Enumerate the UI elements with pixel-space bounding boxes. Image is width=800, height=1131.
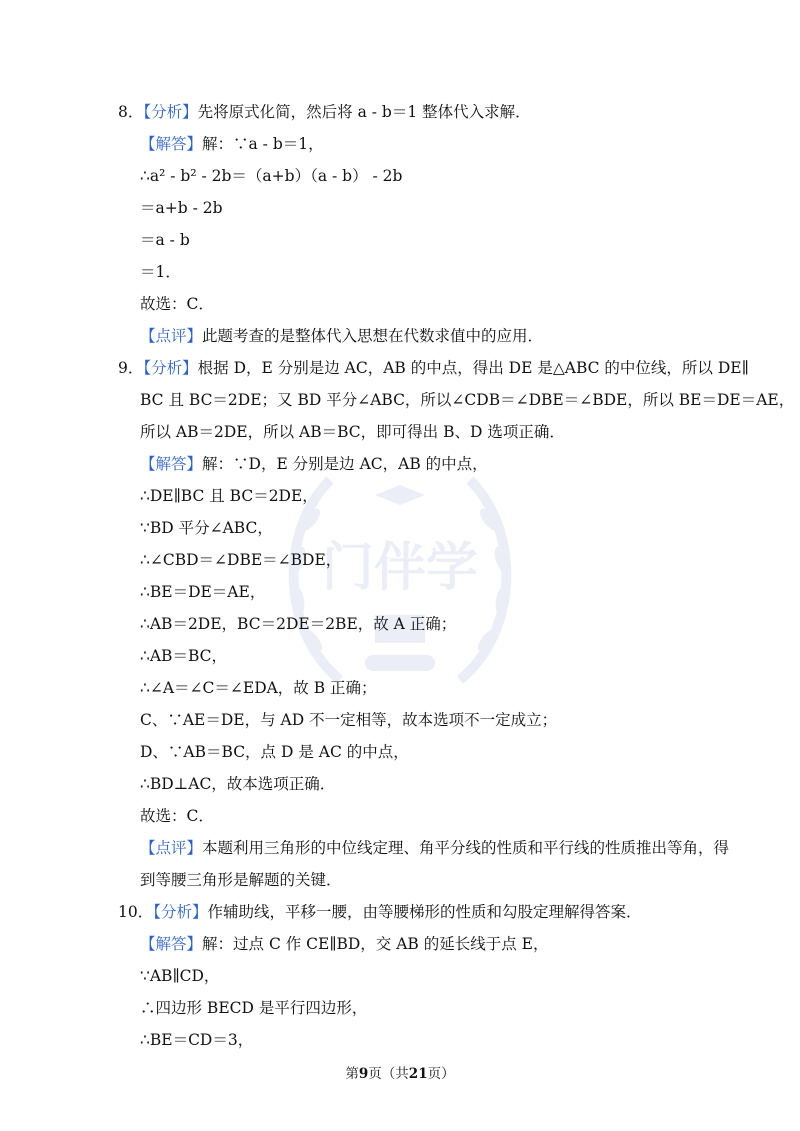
q10-analysis-line xyxy=(118,902,642,922)
q8-analysis-tag: 【分析】 xyxy=(143,103,198,121)
q9-step-8: C、∵AE＝DE，与 AD 不一定相等，故本选项不一定成立； xyxy=(140,711,558,729)
footer-prefix: 第 xyxy=(345,1066,359,1082)
q10-answer-line xyxy=(140,934,549,954)
page-footer xyxy=(0,1062,800,1082)
q9-choice: 故选：C． xyxy=(140,807,214,825)
footer-total-pages: 21 xyxy=(408,1066,428,1082)
q9-comment-text-2: 到等腰三角形是解题的关键． xyxy=(140,871,342,889)
q9-comment-line xyxy=(140,838,729,858)
footer-page-number: 9 xyxy=(358,1066,369,1082)
watermark-text: 门伴学 xyxy=(321,538,479,598)
q9-analysis-line xyxy=(118,358,749,378)
q9-comment-text-1: 本题利用三角形的中位线定理、角平分线的性质和平行线的性质推出等角，得 xyxy=(202,839,730,857)
q10-step-1: ∵AB∥CD， xyxy=(140,967,220,985)
q9-analysis-text-3: 所以 AB＝2DE，所以 AB＝BC，即可得出 B、D 选项正确． xyxy=(140,423,565,441)
q10-step-3: ∴BE＝CD＝3， xyxy=(140,1031,254,1049)
q9-analysis-tag: 【分析】 xyxy=(143,359,198,377)
q8-answer-line xyxy=(140,134,324,154)
q9-step-5: ∴AB＝2DE，BC＝2DE＝2BE，故 A 正确； xyxy=(140,615,457,633)
q9-step-7: ∴∠A＝∠C＝∠EDA，故 B 正确； xyxy=(140,679,377,697)
q10-answer-head: 解：过点 C 作 CE∥BD，交 AB 的延长线于点 E， xyxy=(202,935,549,953)
q8-number: 8． xyxy=(118,103,144,121)
q8-step-4: ＝1． xyxy=(140,263,181,281)
q9-step-4: ∴BE＝DE＝AE， xyxy=(140,583,266,601)
q9-step-2: ∵BD 平分∠ABC， xyxy=(140,519,273,537)
q10-analysis-tag: 【分析】 xyxy=(153,903,208,921)
q10-number: 10． xyxy=(118,903,154,921)
q8-comment-text: 此题考查的是整体代入思想在代数求值中的应用． xyxy=(202,327,544,345)
q8-step-2: ＝a+b - 2b xyxy=(140,199,223,217)
q9-step-3: ∴∠CBD＝∠DBE＝∠BDE， xyxy=(140,551,342,569)
q9-step-10: ∴BD⊥AC，故本选项正确． xyxy=(140,775,336,793)
q9-step-6: ∴AB＝BC， xyxy=(140,647,227,665)
q9-analysis-text-2: BC 且 BC＝2DE；又 BD 平分∠ABC，所以∠CDB＝∠DBE＝∠BDE，所以 BE＝DE＝AE， xyxy=(140,391,795,409)
q9-step-9: D、∵AB＝BC，点 D 是 AC 的中点， xyxy=(140,743,409,761)
q8-comment-tag: 【点评】 xyxy=(140,327,203,345)
watermark-logo xyxy=(270,440,530,710)
q8-step-1: ∴a² - b² - 2b＝（a+b）（a - b） - 2b xyxy=(140,167,403,185)
q8-answer-tag: 【解答】 xyxy=(140,135,203,153)
footer-middle: 页（共 xyxy=(368,1066,409,1082)
q8-comment-line xyxy=(140,326,543,346)
q8-step-3: ＝a - b xyxy=(140,231,190,249)
q8-choice: 故选：C． xyxy=(140,295,214,313)
q10-analysis-text: 作辅助线，平移一腰，由等腰梯形的性质和勾股定理解得答案． xyxy=(207,903,642,921)
q9-answer-tag: 【解答】 xyxy=(140,455,203,473)
q9-number: 9． xyxy=(118,359,144,377)
footer-suffix: 页） xyxy=(427,1066,455,1082)
q9-analysis-text-1: 根据 D，E 分别是边 AC，AB 的中点，得出 DE 是△ABC 的中位线，所以 DE∥ xyxy=(197,359,749,377)
q8-analysis-text: 先将原式化简，然后将 a - b＝1 整体代入求解． xyxy=(197,103,531,121)
q8-analysis-line xyxy=(118,102,531,122)
q9-answer-head: 解：∵D，E 分别是边 AC，AB 的中点， xyxy=(202,455,488,473)
q9-step-1: ∴DE∥BC 且 BC＝2DE， xyxy=(140,487,318,505)
q8-answer-head: 解：∵a - b＝1， xyxy=(202,135,324,153)
q10-step-2: ∴四边形 BECD 是平行四边形， xyxy=(140,999,368,1017)
q9-comment-tag: 【点评】 xyxy=(140,839,203,857)
q10-answer-tag: 【解答】 xyxy=(140,935,203,953)
q9-answer-line xyxy=(140,454,488,474)
